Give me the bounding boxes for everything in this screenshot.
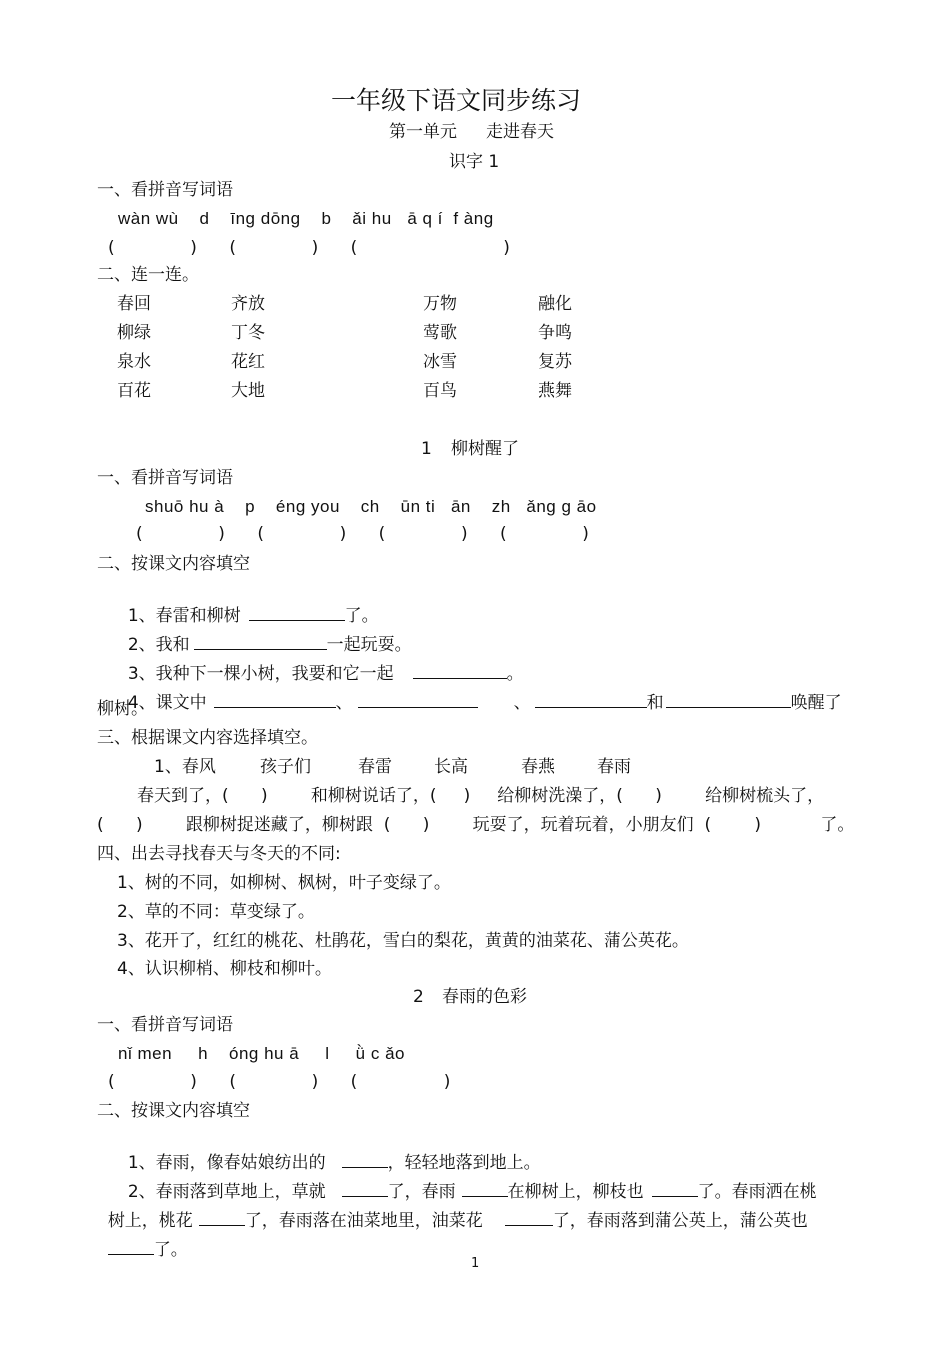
lesson-number: 1 <box>421 439 432 459</box>
choice-word: 春燕 <box>521 757 555 777</box>
pinyin-line: nǐ men h óng hu ā l ǜ c ǎo <box>118 1044 405 1063</box>
fill-text: 4、课文中 <box>127 693 207 713</box>
answer-blank[interactable] <box>535 691 647 708</box>
answer-blank[interactable] <box>358 691 478 708</box>
choice-word: 春雨 <box>597 757 631 777</box>
fill-text: 柳树。 <box>97 699 148 719</box>
match-word[interactable]: 复苏 <box>538 352 572 372</box>
choice-word: 孩子们 <box>260 757 311 777</box>
pinyin-line: wàn wù d īng dōng b ǎi hu ā q í f àng <box>118 209 494 228</box>
answer-blank[interactable] <box>108 1238 154 1255</box>
match-word[interactable]: 齐放 <box>231 294 265 314</box>
match-word[interactable]: 融化 <box>538 294 572 314</box>
match-word[interactable]: 丁冬 <box>231 323 265 343</box>
answer-blank[interactable] <box>666 691 791 708</box>
match-word[interactable]: 争鸣 <box>538 323 572 343</box>
match-word[interactable]: 万物 <box>423 294 457 314</box>
match-word[interactable]: 莺歌 <box>423 323 457 343</box>
match-word[interactable]: 春回 <box>117 294 151 314</box>
fill-text: ，轻轻地落到地上。 <box>387 1153 541 1173</box>
match-word[interactable]: 花红 <box>231 352 265 372</box>
fill-text: 1、春雷和柳树 <box>127 606 241 626</box>
match-word[interactable]: 泉水 <box>117 352 151 372</box>
unit-label: 第一单元 <box>389 122 457 142</box>
section-heading: 二、按课文内容填空 <box>97 1101 250 1121</box>
choice-word: 春雷 <box>358 757 392 777</box>
match-word[interactable]: 柳绿 <box>117 323 151 343</box>
fill-text: 在柳树上，柳枝也 <box>507 1182 644 1202</box>
lesson-title: 识字 1 <box>449 152 500 172</box>
answer-parens: ( ) ( ) ( ) ( ) <box>136 524 589 544</box>
fill-text: 了，春雨落在油菜地里，油菜花 <box>244 1211 483 1231</box>
fill-text: 了，春雨落到蒲公英上，蒲公英也 <box>552 1211 808 1231</box>
match-word[interactable]: 百鸟 <box>423 381 457 401</box>
page-title: 一年级下语文同步练习 <box>331 86 582 115</box>
fill-text: 和 <box>646 693 664 713</box>
fill-text: 、 <box>513 693 531 713</box>
section-heading: 一、看拼音写词语 <box>97 180 233 200</box>
fill-text: 了。 <box>344 606 379 626</box>
answer-blank[interactable] <box>214 691 336 708</box>
answer-blank[interactable] <box>199 1209 245 1226</box>
fill-line <box>117 669 842 714</box>
choice-lead: 1、春风 <box>154 757 216 777</box>
paragraph-line: ( ) 跟柳树捉迷藏了，柳树跟 ( ) 玩耍了，玩着玩着，小朋友们 ( ) 了。 <box>97 815 855 835</box>
fill-text: 唤醒了 <box>790 693 842 713</box>
fill-text: 1、春雨，像春姑娘纺出的 <box>127 1153 326 1173</box>
section-heading: 二、按课文内容填空 <box>97 554 250 574</box>
lesson-name: 春雨的色彩 <box>442 987 527 1007</box>
choice-word: 长高 <box>434 757 468 777</box>
section-heading: 四、出去寻找春天与冬天的不同: <box>97 844 341 864</box>
lesson-name: 柳树醒了 <box>451 439 519 459</box>
section-heading: 三、根据课文内容选择填空。 <box>97 728 318 748</box>
unit-name: 走进春天 <box>486 122 554 142</box>
paragraph-line: 春天到了，( ) 和柳树说话了，( ) 给柳树洗澡了，( ) 给柳树梳头了， <box>137 786 825 806</box>
fill-text: 2、我和 <box>127 635 190 655</box>
match-word[interactable]: 冰雪 <box>423 352 457 372</box>
fill-text: 树上，桃花 <box>107 1211 193 1231</box>
fill-line <box>97 1216 188 1261</box>
lesson-number: 2 <box>413 987 424 1007</box>
fill-line <box>97 1187 808 1232</box>
section-heading: 二、连一连。 <box>97 265 199 285</box>
pinyin-line: shuō hu à p éng you ch ūn ti ān zh ǎng g āo <box>145 497 597 516</box>
fill-text: 了。春雨洒在桃 <box>697 1182 817 1202</box>
section-heading: 一、看拼音写词语 <box>97 1015 233 1035</box>
answer-parens: ( ) ( ) ( ) <box>108 1072 451 1092</box>
section-heading: 一、看拼音写词语 <box>97 468 233 488</box>
list-item: 1、树的不同，如柳树、枫树，叶子变绿了。 <box>117 873 451 893</box>
fill-text: 。 <box>506 664 524 684</box>
match-word[interactable]: 大地 <box>231 381 265 401</box>
fill-text: 、 <box>335 693 353 713</box>
fill-text: 一起玩耍。 <box>326 635 412 655</box>
answer-blank[interactable] <box>505 1209 553 1226</box>
list-item: 3、花开了，红红的桃花、杜鹃花，雪白的梨花，黄黄的油菜花、蒲公英花。 <box>117 931 689 951</box>
list-item: 4、认识柳梢、柳枝和柳叶。 <box>117 959 332 979</box>
list-item: 2、草的不同：草变绿了。 <box>117 902 315 922</box>
answer-parens: ( ) ( ) ( ) <box>108 238 510 258</box>
fill-text: 了。 <box>153 1240 188 1260</box>
fill-text: 2、春雨落到草地上，草就 <box>127 1182 326 1202</box>
match-word[interactable]: 百花 <box>117 381 151 401</box>
fill-text: 了，春雨 <box>387 1182 456 1202</box>
fill-text: 3、我种下一棵小树，我要和它一起 <box>127 664 394 684</box>
page-number: 1 <box>471 1256 480 1271</box>
match-word[interactable]: 燕舞 <box>538 381 572 401</box>
